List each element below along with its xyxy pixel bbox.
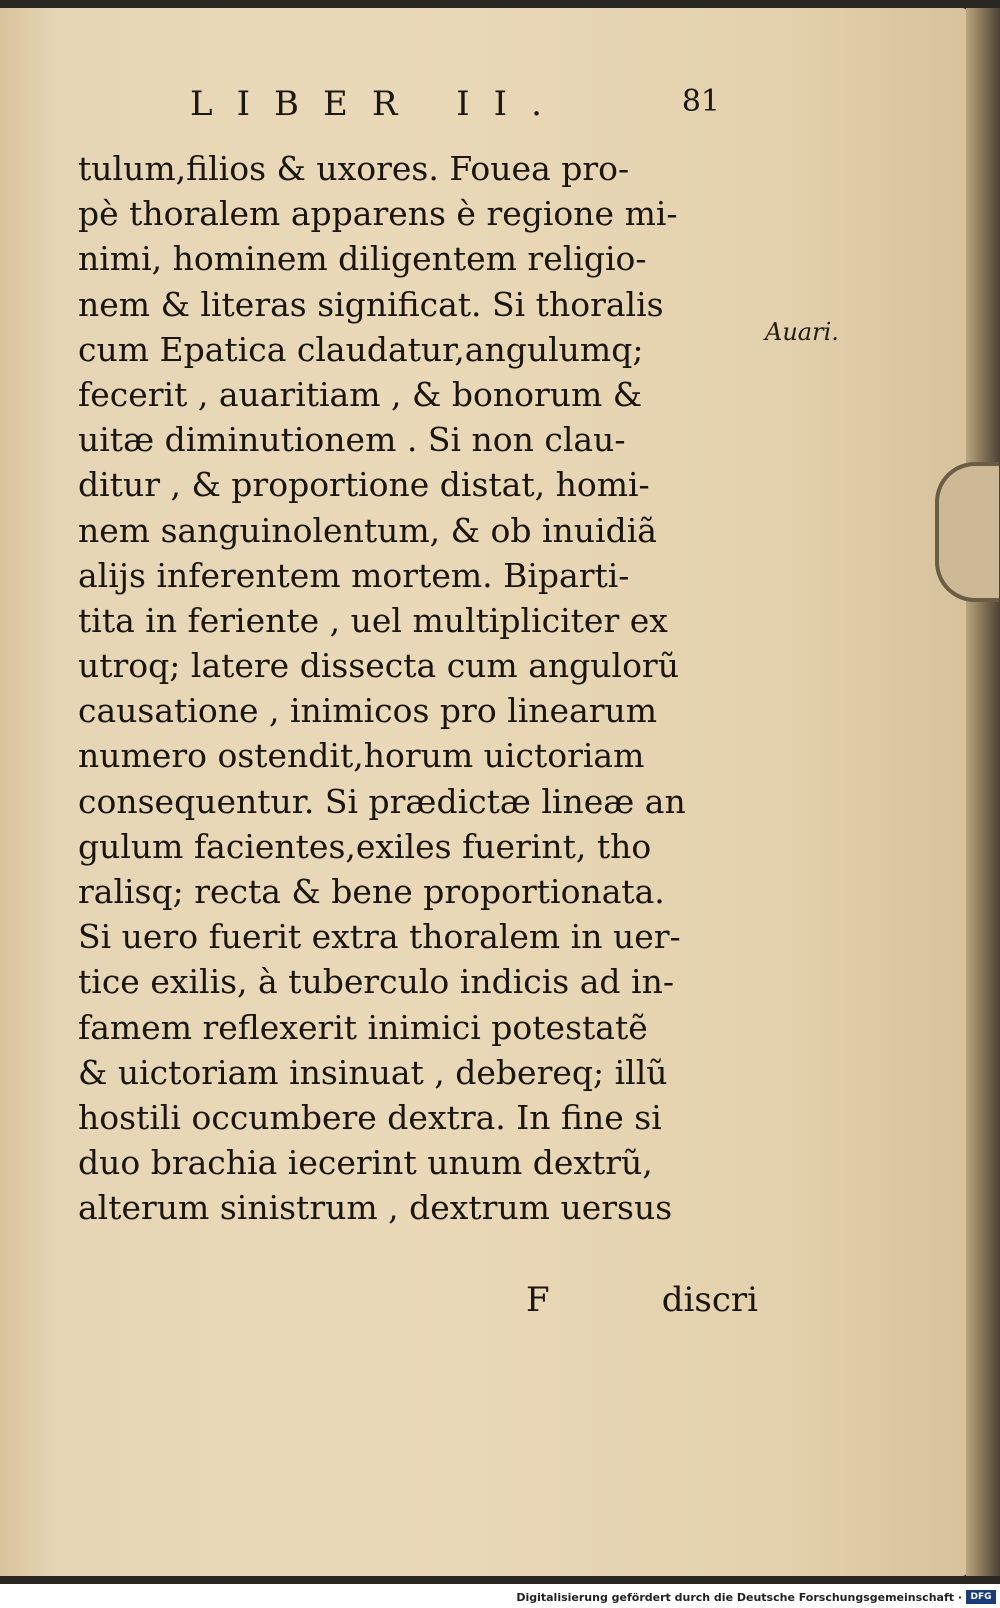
text-line: tita in feriente , uel multipliciter ex <box>78 600 668 640</box>
text-line: tulum,filios & uxores. Fouea pro- <box>78 149 630 188</box>
text-line: cum Epatica claudatur,angulumq; <box>78 329 644 369</box>
text-line: alterum sinistrum , dextrum uersus <box>78 1188 673 1228</box>
dfg-logo-icon: DFG <box>966 1590 996 1604</box>
text-line: pè thoralem apparens è regione mi- <box>78 194 678 234</box>
text-line: famem reflexerit inimici potestatẽ <box>78 1007 648 1047</box>
page-fold-tab <box>935 462 999 602</box>
text-line: tice exilis, à tuberculo indicis ad in- <box>78 962 674 1002</box>
text-line: fecerit , auaritiam , & bonorum & <box>78 374 643 414</box>
page-footer <box>78 1280 758 1330</box>
digitization-credit: Digitalisierung gefördert durch die Deutsche Forschungsgemeinschaft · <box>516 1591 962 1604</box>
text-line: ralisq; recta & bene proportionata. <box>78 872 665 911</box>
text-line: duo brachia iecerint unum dextrũ, <box>78 1143 653 1183</box>
text-line: nimi, hominem diligentem religio- <box>78 239 647 279</box>
text-line: & uictoriam insinuat , debereq; illũ <box>78 1052 668 1092</box>
catchword: discri <box>661 1280 758 1320</box>
text-line: numero ostendit,horum uictoriam <box>78 736 645 776</box>
folio-number: 81 <box>681 84 720 119</box>
signature-mark: F <box>526 1280 550 1320</box>
credit-bar <box>0 1584 1000 1608</box>
text-line: causatione , inimicos pro linearum <box>78 691 658 731</box>
text-line: utroq; latere dissecta cum angulorũ <box>78 646 679 686</box>
text-line: uitæ diminutionem . Si non clau- <box>78 420 626 460</box>
text-line: Si uero fuerit extra thoralem in uer- <box>78 917 681 957</box>
running-title: LIBER II. <box>190 84 566 124</box>
text-line: nem & literas significat. Si thoralis <box>78 284 664 324</box>
text-line: ditur , & proportione distat, homi- <box>78 465 650 505</box>
body-text <box>78 146 768 1231</box>
text-line: nem sanguinolentum, & ob inuidiã <box>78 510 657 550</box>
marginal-note: Auari. <box>765 318 839 346</box>
text-line: gulum facientes,exiles fuerint, tho <box>78 826 652 866</box>
page-edge <box>966 8 1000 1576</box>
running-header <box>190 84 730 134</box>
text-line: aliјs inferentem mortem. Biparti- <box>78 555 630 595</box>
text-line: consequentur. Si prædictæ lineæ an <box>78 781 686 821</box>
text-line: hostili occumbere dextra. In fine si <box>78 1097 662 1137</box>
